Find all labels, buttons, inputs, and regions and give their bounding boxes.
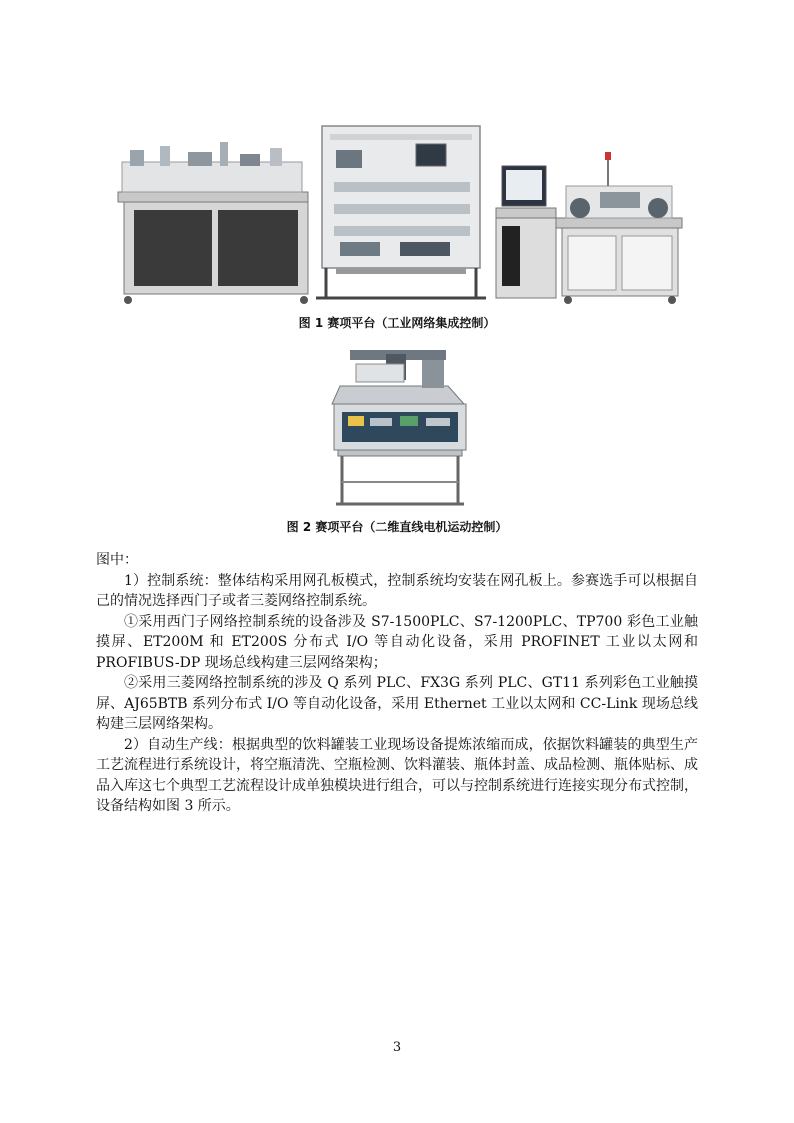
paragraph-control-system: 1）控制系统：整体结构采用网孔板模式，控制系统均安装在网孔板上。参赛选手可以根据自己的情况选择西门子或者三菱网络控制系统。 [96,572,698,609]
paragraph-mitsubishi: ②采用三菱网络控制系统的涉及 Q 系列 PLC、FX3G 系列 PLC、GT11 系列彩色工业触摸屏、AJ65BTB 系列分布式 I/O 等自动化设备，采用 Ethernet 工业以太网和 CC-Link 现场总线构建三层网络架构。 [96,675,698,732]
body-text [96,550,698,817]
page-number: 3 [392,1040,402,1055]
figure-2-caption: 图 2 赛项平台（二维直线电机运动控制） [286,520,508,534]
figure-2-image [330,342,470,510]
figure-1-image [110,122,686,306]
paragraph-production-line: 2）自动生产线：根据典型的饮料罐装工业现场设备提炼浓缩而成，依据饮料罐装的典型生产工艺流程进行系统设计，将空瓶清洗、空瓶检测、饮料灌装、瓶体封盖、成品检测、瓶体贴标、成品入库这七个典型工艺流程设计成单独模块进行组合，可以与控制系统进行连接实现分布式控制，设备结构如图 3 所示。 [96,736,698,814]
figure-1-caption: 图 1 赛项平台（工业网络集成控制） [298,316,496,330]
section-heading: 图中： [96,552,138,568]
paragraph-siemens: ①采用西门子网络控制系统的设备涉及 S7-1500PLC、S7-1200PLC、TP700 彩色工业触摸屏、ET200M 和 ET200S 分布式 I/O 等自动化设备，采用 PROFINET 工业以太网和 PROFIBUS-DP 现场总线构建三层网络架构； [96,613,698,671]
